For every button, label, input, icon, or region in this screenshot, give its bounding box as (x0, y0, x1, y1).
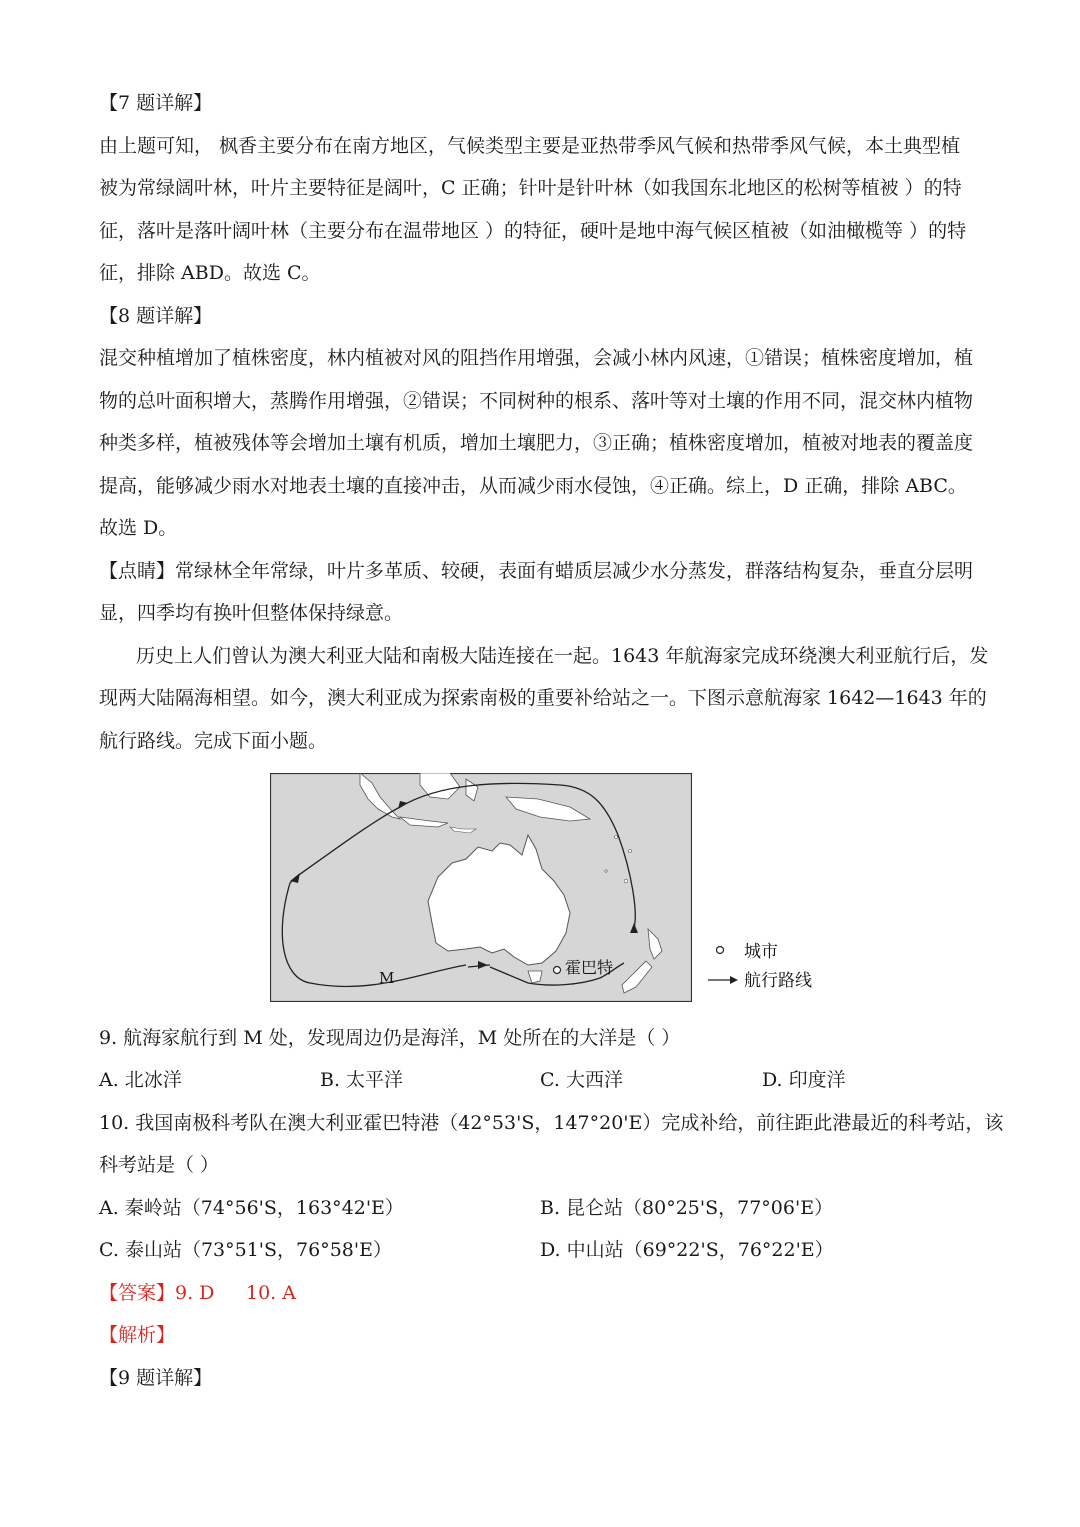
m-label: M (379, 969, 395, 987)
legend-route-arrow (730, 976, 738, 984)
islet (624, 879, 628, 883)
q9-option-c[interactable]: C. 大西洋 (540, 1069, 623, 1091)
islet (629, 850, 632, 853)
tip-line-1: 【点睛】常绿林全年常绿，叶片多革质、较硬，表面有蜡质层减少水分蒸发，群落结构复杂，垂直分层明 (99, 560, 974, 582)
q7-line-2: 被为常绿阔叶林，叶片主要特征是阔叶，C 正确；针叶是针叶林（如我国东北地区的松树等植被 ）的特 (99, 177, 962, 199)
q8-line-3: 种类多样，植被残体等会增加土壤有机质，增加土壤肥力，③正确；植株密度增加，植被对地表的覆盖度 (99, 432, 974, 454)
q8-line-2: 物的总叶面积增大，蒸腾作用增强，②错误；不同树种的根系、落叶等对土壤的作用不同，混交林内植物 (99, 390, 974, 412)
answer-second: 10. A (246, 1282, 296, 1304)
hobart-label: 霍巴特 (565, 958, 614, 977)
q8-heading: 【8 题详解】 (99, 305, 213, 327)
legend-city-icon (717, 947, 724, 954)
islet (615, 836, 618, 839)
q10-option-b[interactable]: B. 昆仑站（80°25'S，77°06'E） (540, 1197, 834, 1219)
map-legend (708, 940, 828, 1000)
q9-stem: 9. 航海家航行到 M 处，发现周边仍是海洋，M 处所在的大洋是（ ） (99, 1027, 681, 1049)
q10-option-a[interactable]: A. 秦岭站（74°56'S，163°42'E） (99, 1197, 404, 1219)
q8-line-4: 提高，能够减少雨水对地表土壤的直接冲击，从而减少雨水侵蚀，④正确。综上，D 正确，排除 ABC。 (99, 475, 967, 497)
q7-line-1: 由上题可知， 枫香主要分布在南方地区，气候类型主要是亚热带季风气候和热带季风气候，本土典型植 (99, 135, 961, 157)
q9-detail-heading: 【9 题详解】 (99, 1367, 213, 1389)
route-map (270, 773, 692, 1002)
q7-heading: 【7 题详解】 (99, 92, 213, 114)
q10-option-d[interactable]: D. 中山站（69°22'S，76°22'E） (540, 1239, 834, 1261)
q9-option-d[interactable]: D. 印度洋 (762, 1069, 846, 1091)
material-line-2: 现两大陆隔海相望。如今，澳大利亚成为探索南极的重要补给站之一。下图示意航海家 1642—1643 年的 (99, 687, 987, 709)
analysis-label: 【解析】 (99, 1324, 176, 1346)
q7-line-3: 征，落叶是落叶阔叶林（主要分布在温带地区 ）的特征，硬叶是地中海气候区植被（如油橄榄等 ）的特 (99, 220, 967, 242)
q7-line-4: 征，排除 ABD。故选 C。 (99, 262, 321, 284)
material-line-1: 历史上人们曾认为澳大利亚大陆和南极大陆连接在一起。1643 年航海家完成环绕澳大利亚航行后，发 (136, 645, 989, 667)
answer-label: 【答案】9. D (99, 1282, 215, 1304)
islet (605, 870, 607, 872)
q8-line-5: 故选 D。 (99, 517, 178, 539)
hobart-city-marker (554, 967, 561, 974)
material-line-3: 航行路线。完成下面小题。 (99, 730, 328, 752)
q9-option-a[interactable]: A. 北冰洋 (99, 1069, 182, 1091)
q8-line-1: 混交种植增加了植株密度，林内植被对风的阻挡作用增强，会减小林内风速，①错误；植株密度增加，植 (99, 347, 974, 369)
legend-city-label: 城市 (744, 942, 778, 962)
tip-line-2: 显，四季均有换叶但整体保持绿意。 (99, 602, 404, 624)
q10-stem-line-1: 10. 我国南极科考队在澳大利亚霍巴特港（42°53'S，147°20'E）完成补给，前往距此港最近的科考站，该 (99, 1112, 1004, 1134)
legend-route-label: 航行路线 (744, 971, 812, 991)
q10-option-c[interactable]: C. 泰山站（73°51'S，76°58'E） (99, 1239, 392, 1261)
q9-option-b[interactable]: B. 太平洋 (320, 1069, 404, 1091)
q10-stem-line-2: 科考站是（ ） (99, 1154, 220, 1176)
